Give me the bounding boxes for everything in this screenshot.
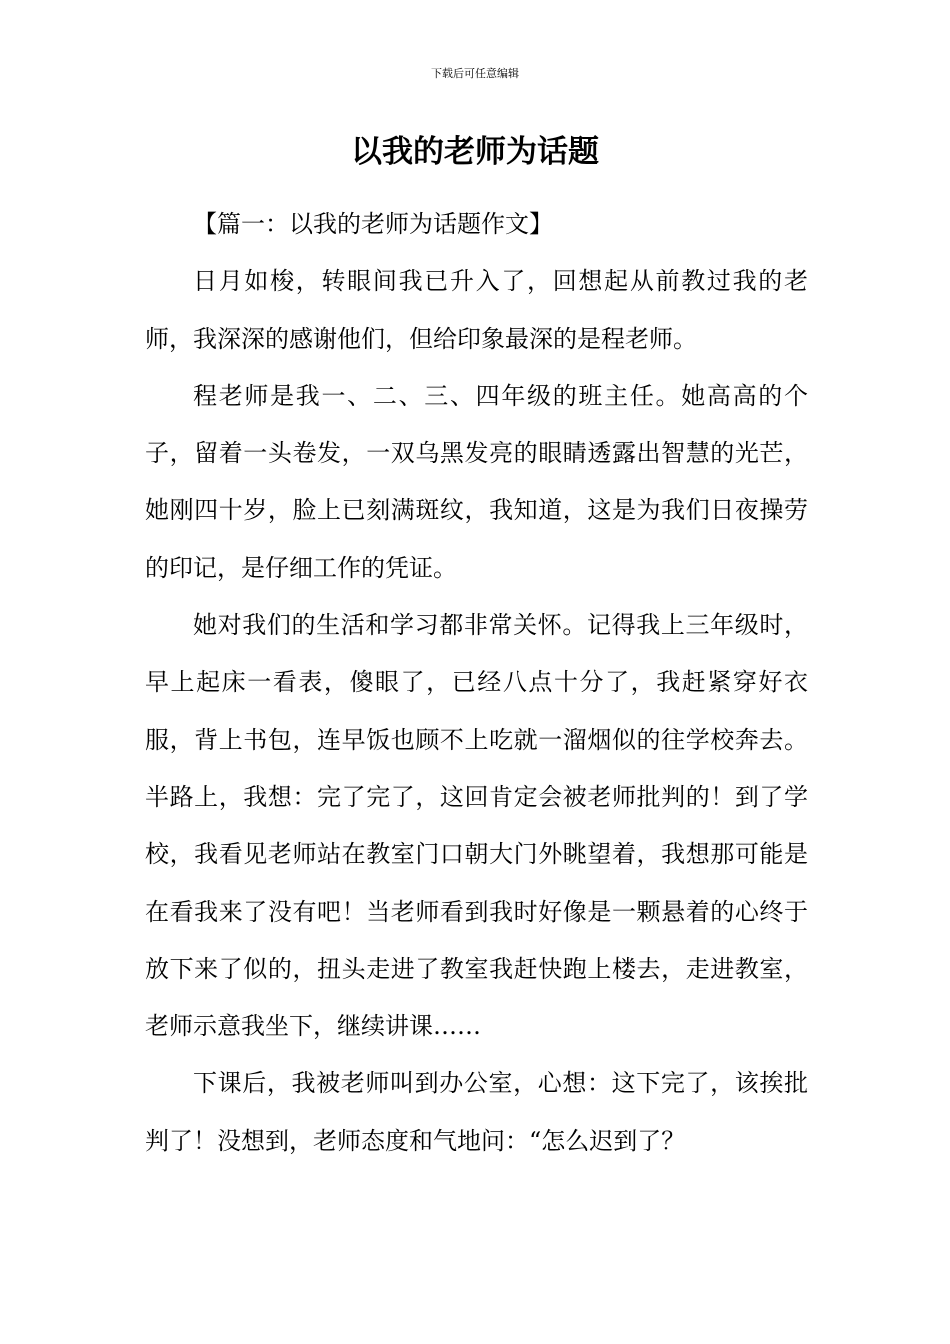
document-title: 以我的老师为话题 [351,134,599,170]
document-body [145,196,808,1170]
paragraph: 下课后，我被老师叫到办公室，心想：这下完了，该挨批判了！没想到，老师态度和气地问：“怎么迟到了？ [145,1069,808,1155]
paragraph: 日月如梭，转眼间我已升入了，回想起从前教过我的老师，我深深的感谢他们，但给印象最深的是程老师。 [145,267,808,353]
header-note: 下载后可任意编辑 [431,67,519,80]
section-heading: 【篇一：以我的老师为话题作文】 [193,210,553,238]
paragraph: 她对我们的生活和学习都非常关怀。记得我上三年级时，早上起床一看表，傻眼了，已经八点十分了，我赶紧穿好衣服，背上书包，连早饭也顾不上吃就一溜烟似的往学校奔去。半路上，我想：完了完了，这回肯定会被老师批判的！到了学校，我看见老师站在教室门口朝大门外眺望着，我想那可能是在看我来了没有吧！当老师看到我时好像是一颗悬着的心终于放下来了似的，扭头走进了教室我赶快跑上楼去，走进教室，老师示意我坐下，继续讲课…… [145,611,808,1041]
paragraph: 程老师是我一、二、三、四年级的班主任。她高高的个子，留着一头卷发，一双乌黑发亮的眼睛透露出智慧的光芒，她刚四十岁，脸上已刻满斑纹，我知道，这是为我们日夜操劳的印记，是仔细工作的凭证。 [145,381,808,582]
